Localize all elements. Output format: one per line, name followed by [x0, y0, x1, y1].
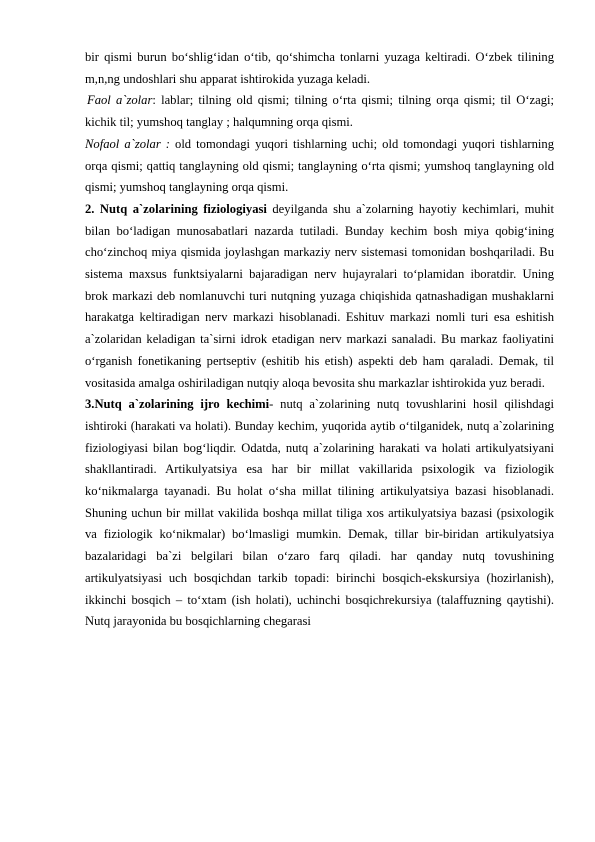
heading-physiology: 2. Nutq a`zolarining fiziologiyasi [85, 201, 267, 216]
paragraph-execution-process [85, 394, 554, 633]
term-active-organs: Faol a`zolar [87, 93, 153, 108]
paragraph-active-organs [85, 90, 554, 133]
paragraph-text: bir qismi burun bo‘shlig‘idan o‘tib, qo‘shimcha tonlarni yuzaga keltiradi. O‘zbek tilining m,n,ng undoshlari shu apparat ishtirokida yuzaga keladi. [85, 50, 554, 86]
paragraph-nasal-apparatus [85, 47, 554, 90]
paragraph-passive-organs [85, 134, 554, 199]
paragraph-physiology [85, 199, 554, 394]
paragraph-text: deyilganda shu a`zolarning hayotiy kechimlari, muhit bilan bo‘ladigan munosabatlari nazarda tutiladi. Bunday kechim bosh miya qobig‘ining cho‘zinchoq miya qismida joylashgan markaziy nerv sistemasi tomonidan boshqariladi. Bu sistema maxsus funktsiyalarni bajaradigan nerv hujayralari to‘plamidan iboratdir. Uning brok markazi deb nomlanuvchi turi nutqning yuzaga chiqishida qatnashadigan mushaklarni harakatga keltiradigan nerv markazi hisoblanadi. Eshituv markazi nomli turi esa eshitish a`zolaridan keladigan ta`sirni idrok etadigan nerv markazi sanaladi. Bu markaz faoliyatini o‘rganish fonetikaning pertseptiv (eshitib his etish) aspekti deb ham qaraladi. Demak, til vositasida amalga oshiriladigan nutqiy aloqa bevosita shu markazlar ishtirokida yuz beradi. [85, 201, 555, 390]
paragraph-text: - nutq a`zolarining nutq tovushlarini hosil qilishdagi ishtiroki (harakati va holati). Bunday kechim, yuqorida aytib o‘tilganidek, nutq a`zolarining fiziologiyasi bilan bog‘liqdir. Odatda, nutq a`zolarining harakati va holati artikulyatsiyani shakllantiradi. Artikulyatsiya esa har bir millat vakillarida psixologik va fiziologik ko‘nikmalarga tayanadi. Bu holat o‘sha millat tilining artikulyatsiya bazasi hisoblanadi. Shuning uchun bir millat vakilida boshqa millat tiliga xos artikulyatsiya bazasi (psixologik va fiziologik ko‘nikmalar) bo‘lmasligi mumkin. Demak, tillar bir-biridan artikulyatsiya bazalaridagi ba`zi belgilari bilan o‘zaro farq qiladi. har qanday nutq tovushining artikulyatsiyasi uch bosqichdan tarkib topadi: birinchi bosqich-ekskursiya (hozirlanish), ikkinchi bosqich – to‘xtam (ish holati), uchinchi bosqichrekursiya (talaffuzning qaytishi). Nutq jarayonida bu bosqichlarning chegarasi [85, 397, 554, 629]
term-passive-organs: Nofaol a`zolar : [85, 136, 170, 151]
paragraph-text: old tomondagi yuqori tishlarning uchi; old tomondagi yuqori tishlarning orqa qismi; qattiq tanglayning old qismi; tanglayning o‘rta qismi; yumshoq tanglayning old qismi; yumshoq tanglayning orqa qismi. [85, 136, 554, 195]
paragraph-text: : lablar; tilning old qismi; tilning o‘rta qismi; tilning orqa qismi; til O‘zagi; kichik til; yumshoq tanglay ; halqumning orqa qismi. [85, 93, 554, 130]
heading-execution-process: 3.Nutq a`zolarining ijro kechimi [85, 397, 270, 412]
document-page [85, 47, 554, 633]
